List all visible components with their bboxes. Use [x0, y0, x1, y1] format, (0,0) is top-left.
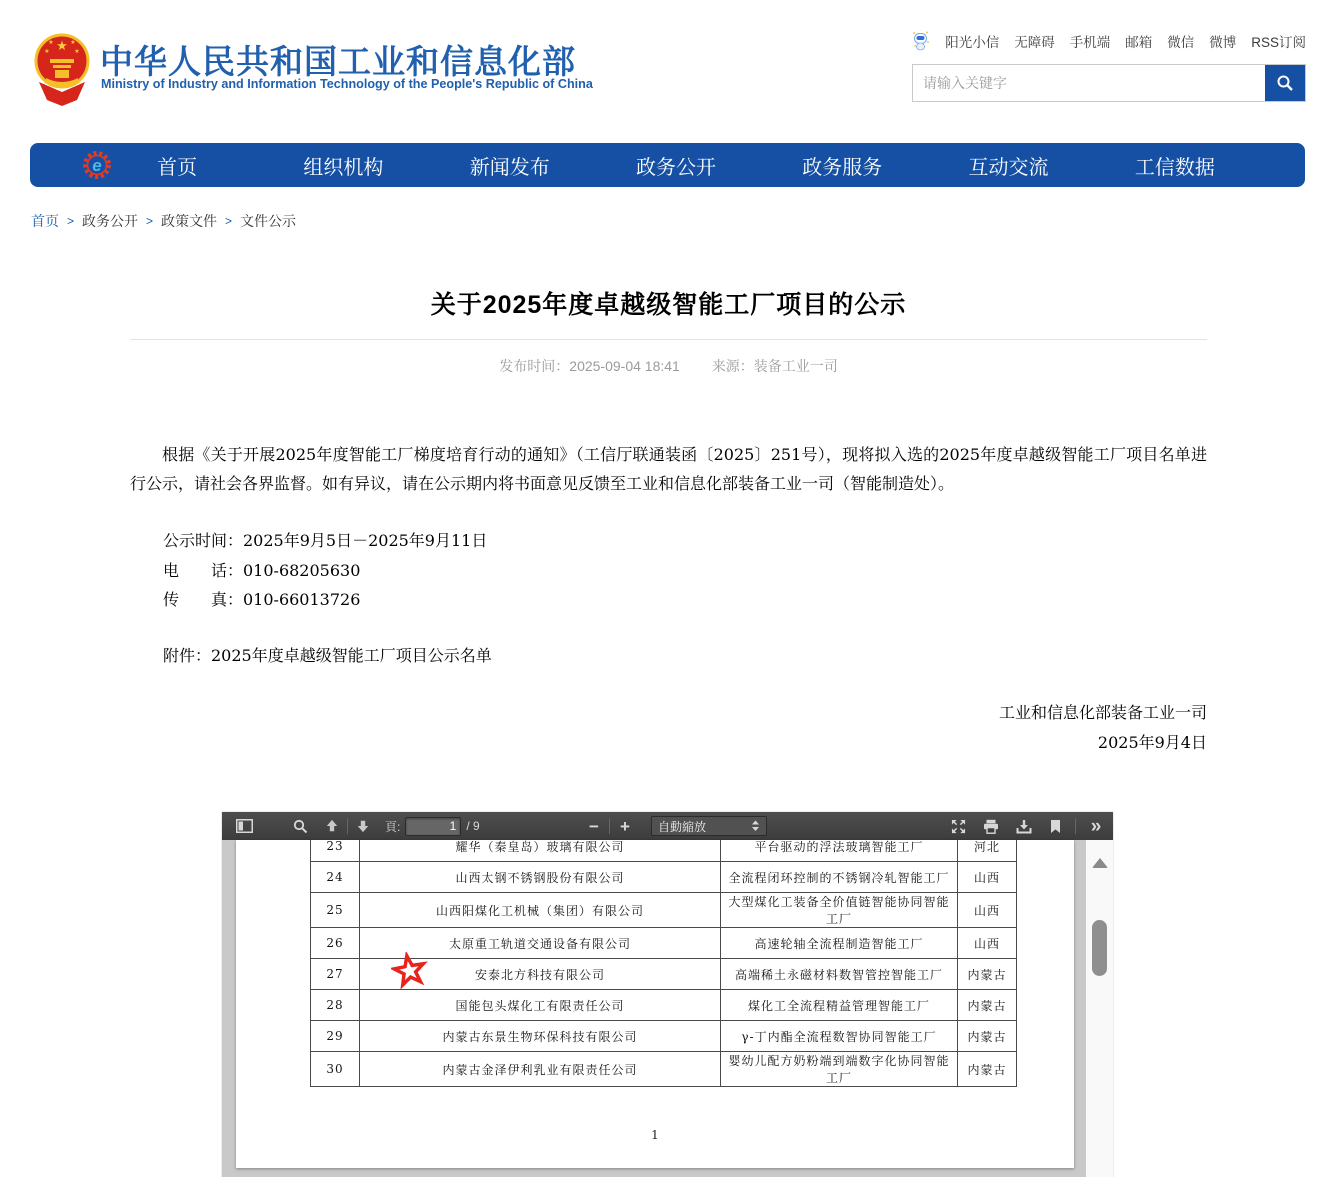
svg-text:★: ★ — [56, 38, 68, 53]
svg-text:★: ★ — [44, 49, 50, 55]
svg-text:★: ★ — [48, 40, 54, 46]
pdf-toolbar — [222, 812, 1113, 841]
pdf-search-button[interactable] — [288, 814, 312, 838]
table-row: 29 内蒙古东景生物环保科技有限公司 γ-丁内酯全流程数智协同智能工厂 内蒙古 — [311, 1021, 1017, 1052]
fax-line: 传 真：010-66013726 — [163, 590, 361, 609]
breadcrumb-home[interactable]: 首页 — [31, 213, 59, 229]
nav-item-gov-services[interactable]: 政务服务 — [802, 156, 883, 179]
site-title-english: Ministry of Industry and Information Technology of the People's Republic of China — [101, 77, 593, 91]
link-wechat[interactable]: 微信 — [1167, 34, 1195, 50]
table-row: 28 国能包头煤化工有限责任公司 煤化工全流程精益管理智能工厂 内蒙古 — [311, 990, 1017, 1021]
print-button[interactable] — [979, 814, 1003, 838]
page-up-icon — [325, 819, 339, 833]
attachment-link[interactable]: 附件：2025年度卓越级智能工厂项目公示名单 — [163, 646, 492, 665]
download-icon — [1016, 819, 1032, 834]
search-bar — [912, 64, 1306, 102]
scrollbar-up-arrow[interactable] — [1092, 858, 1108, 868]
zoom-mode-select[interactable] — [651, 816, 767, 836]
breadcrumb-separator: > — [146, 214, 154, 228]
breadcrumb-file-publicity[interactable]: 文件公示 — [240, 213, 297, 229]
link-mobile[interactable]: 手机端 — [1069, 34, 1111, 50]
sidebar-toggle-button[interactable] — [232, 814, 256, 838]
page-total: / 9 — [466, 819, 480, 833]
zoom-in-icon: + — [620, 816, 630, 836]
bookmark-icon — [1049, 819, 1062, 834]
nav-item-data[interactable]: 工信数据 — [1134, 156, 1215, 179]
pdf-page-number: 1 — [651, 1128, 659, 1142]
nav-item-news[interactable]: 新闻发布 — [469, 156, 550, 179]
more-tools-button[interactable] — [1084, 814, 1108, 838]
mascot-robot-icon — [911, 30, 930, 51]
bookmark-button[interactable] — [1043, 814, 1067, 838]
pdf-scrollbar — [1086, 840, 1113, 1177]
page-number-input[interactable] — [405, 817, 461, 836]
signature-department: 工业和信息化部装备工业一司 — [998, 703, 1207, 722]
select-arrows-icon — [751, 820, 760, 832]
pdf-page — [236, 840, 1074, 1168]
table-row: 30 内蒙古金泽伊利乳业有限责任公司 婴幼儿配方奶粉端到端数字化协同智能工厂 内蒙古 — [311, 1052, 1017, 1087]
nav-item-gov-disclosure[interactable]: 政务公开 — [635, 156, 716, 179]
search-icon — [293, 819, 308, 834]
nav-item-organization[interactable]: 组织机构 — [303, 156, 384, 179]
zoom-out-button[interactable] — [582, 814, 606, 838]
page-down-icon — [356, 819, 370, 833]
svg-text:e: e — [92, 156, 102, 175]
table-row: 23 耀华（秦皇岛）玻璃有限公司 平台驱动的浮法玻璃智能工厂 河北 — [311, 840, 1017, 862]
title-divider — [130, 339, 1207, 340]
svg-text:★: ★ — [70, 40, 76, 46]
nav-item-interaction[interactable]: 互动交流 — [968, 156, 1049, 179]
article-contact-block — [163, 526, 487, 615]
zoom-mode-value: 自動縮放 — [658, 819, 707, 834]
link-weibo[interactable]: 微博 — [1209, 34, 1237, 50]
search-button[interactable] — [1265, 65, 1305, 101]
article-paragraph: 根据《关于开展2025年度智能工厂梯度培育行动的通知》（工信厅联通装函〔2025〕251号），现将拟入选的2025年度卓越级智能工厂项目名单进行公示，请社会各界监督。如有异议，请在公示期内将书面意见反馈至工业和信息化部装备工业一司（智能制造处）。 — [130, 445, 1207, 493]
nav-items — [94, 143, 1258, 187]
breadcrumb — [31, 211, 296, 231]
article-meta — [130, 356, 1207, 376]
table-row: 25 山西阳煤化工机械（集团）有限公司 大型煤化工装备全价值链智能协同智能工厂 山西 — [311, 893, 1017, 928]
table-row: 26 太原重工轨道交通设备有限公司 高速轮轴全流程制造智能工厂 山西 — [311, 928, 1017, 959]
notice-period: 公示时间：2025年9月5日－2025年9月11日 — [163, 531, 488, 550]
breadcrumb-policy-files[interactable]: 政策文件 — [161, 213, 218, 229]
search-input[interactable] — [913, 65, 1265, 101]
link-mailbox[interactable]: 邮箱 — [1125, 34, 1153, 50]
publish-time: 发布时间：2025-09-04 18:41 — [499, 358, 680, 374]
more-tools-icon: » — [1090, 815, 1102, 837]
breadcrumb-gov-disclosure[interactable]: 政务公开 — [82, 213, 139, 229]
scrollbar-thumb[interactable] — [1092, 920, 1107, 976]
header-quick-links — [911, 30, 1306, 51]
article-source: 来源：装备工业一司 — [711, 358, 838, 374]
red-star-annotation-icon — [391, 952, 428, 990]
page-title: 关于2025年度卓越级智能工厂项目的公示 — [430, 291, 907, 319]
link-accessibility[interactable]: 无障碍 — [1014, 34, 1055, 50]
link-rss[interactable]: RSS订阅 — [1251, 34, 1306, 50]
link-yangguangxiaoxin[interactable]: 阳光小信 — [945, 34, 1000, 50]
table-row-highlighted: 27 安泰北方科技有限公司 高端稀土永磁材料数智管控智能工厂 内蒙古 — [311, 959, 1017, 990]
breadcrumb-separator: > — [225, 214, 233, 228]
pdf-viewer — [222, 812, 1113, 1177]
main-nav — [30, 143, 1305, 187]
zoom-out-icon: − — [589, 816, 599, 836]
zoom-in-button[interactable] — [613, 814, 637, 838]
national-emblem-logo — [33, 26, 91, 108]
next-page-button[interactable] — [351, 814, 375, 838]
download-button[interactable] — [1012, 814, 1036, 838]
table-row: 24 山西太钢不锈钢股份有限公司 全流程闭环控制的不锈钢冷轧智能工厂 山西 — [311, 862, 1017, 893]
svg-text:★: ★ — [74, 49, 80, 55]
signature-date: 2025年9月4日 — [1097, 733, 1207, 752]
presentation-mode-icon — [951, 819, 966, 834]
print-icon — [983, 819, 999, 834]
phone-line: 电 话：010-68205630 — [163, 560, 361, 580]
previous-page-button[interactable] — [320, 814, 344, 838]
site-title: 中华人民共和国工业和信息化部 — [100, 43, 576, 80]
page-label: 頁: — [385, 819, 401, 834]
nav-item-home[interactable]: 首页 — [157, 156, 198, 179]
breadcrumb-separator: > — [67, 214, 75, 228]
search-icon — [1276, 74, 1294, 92]
sidebar-toggle-icon — [236, 819, 253, 833]
pdf-content-area — [222, 840, 1113, 1177]
presentation-mode-button[interactable] — [946, 814, 970, 838]
